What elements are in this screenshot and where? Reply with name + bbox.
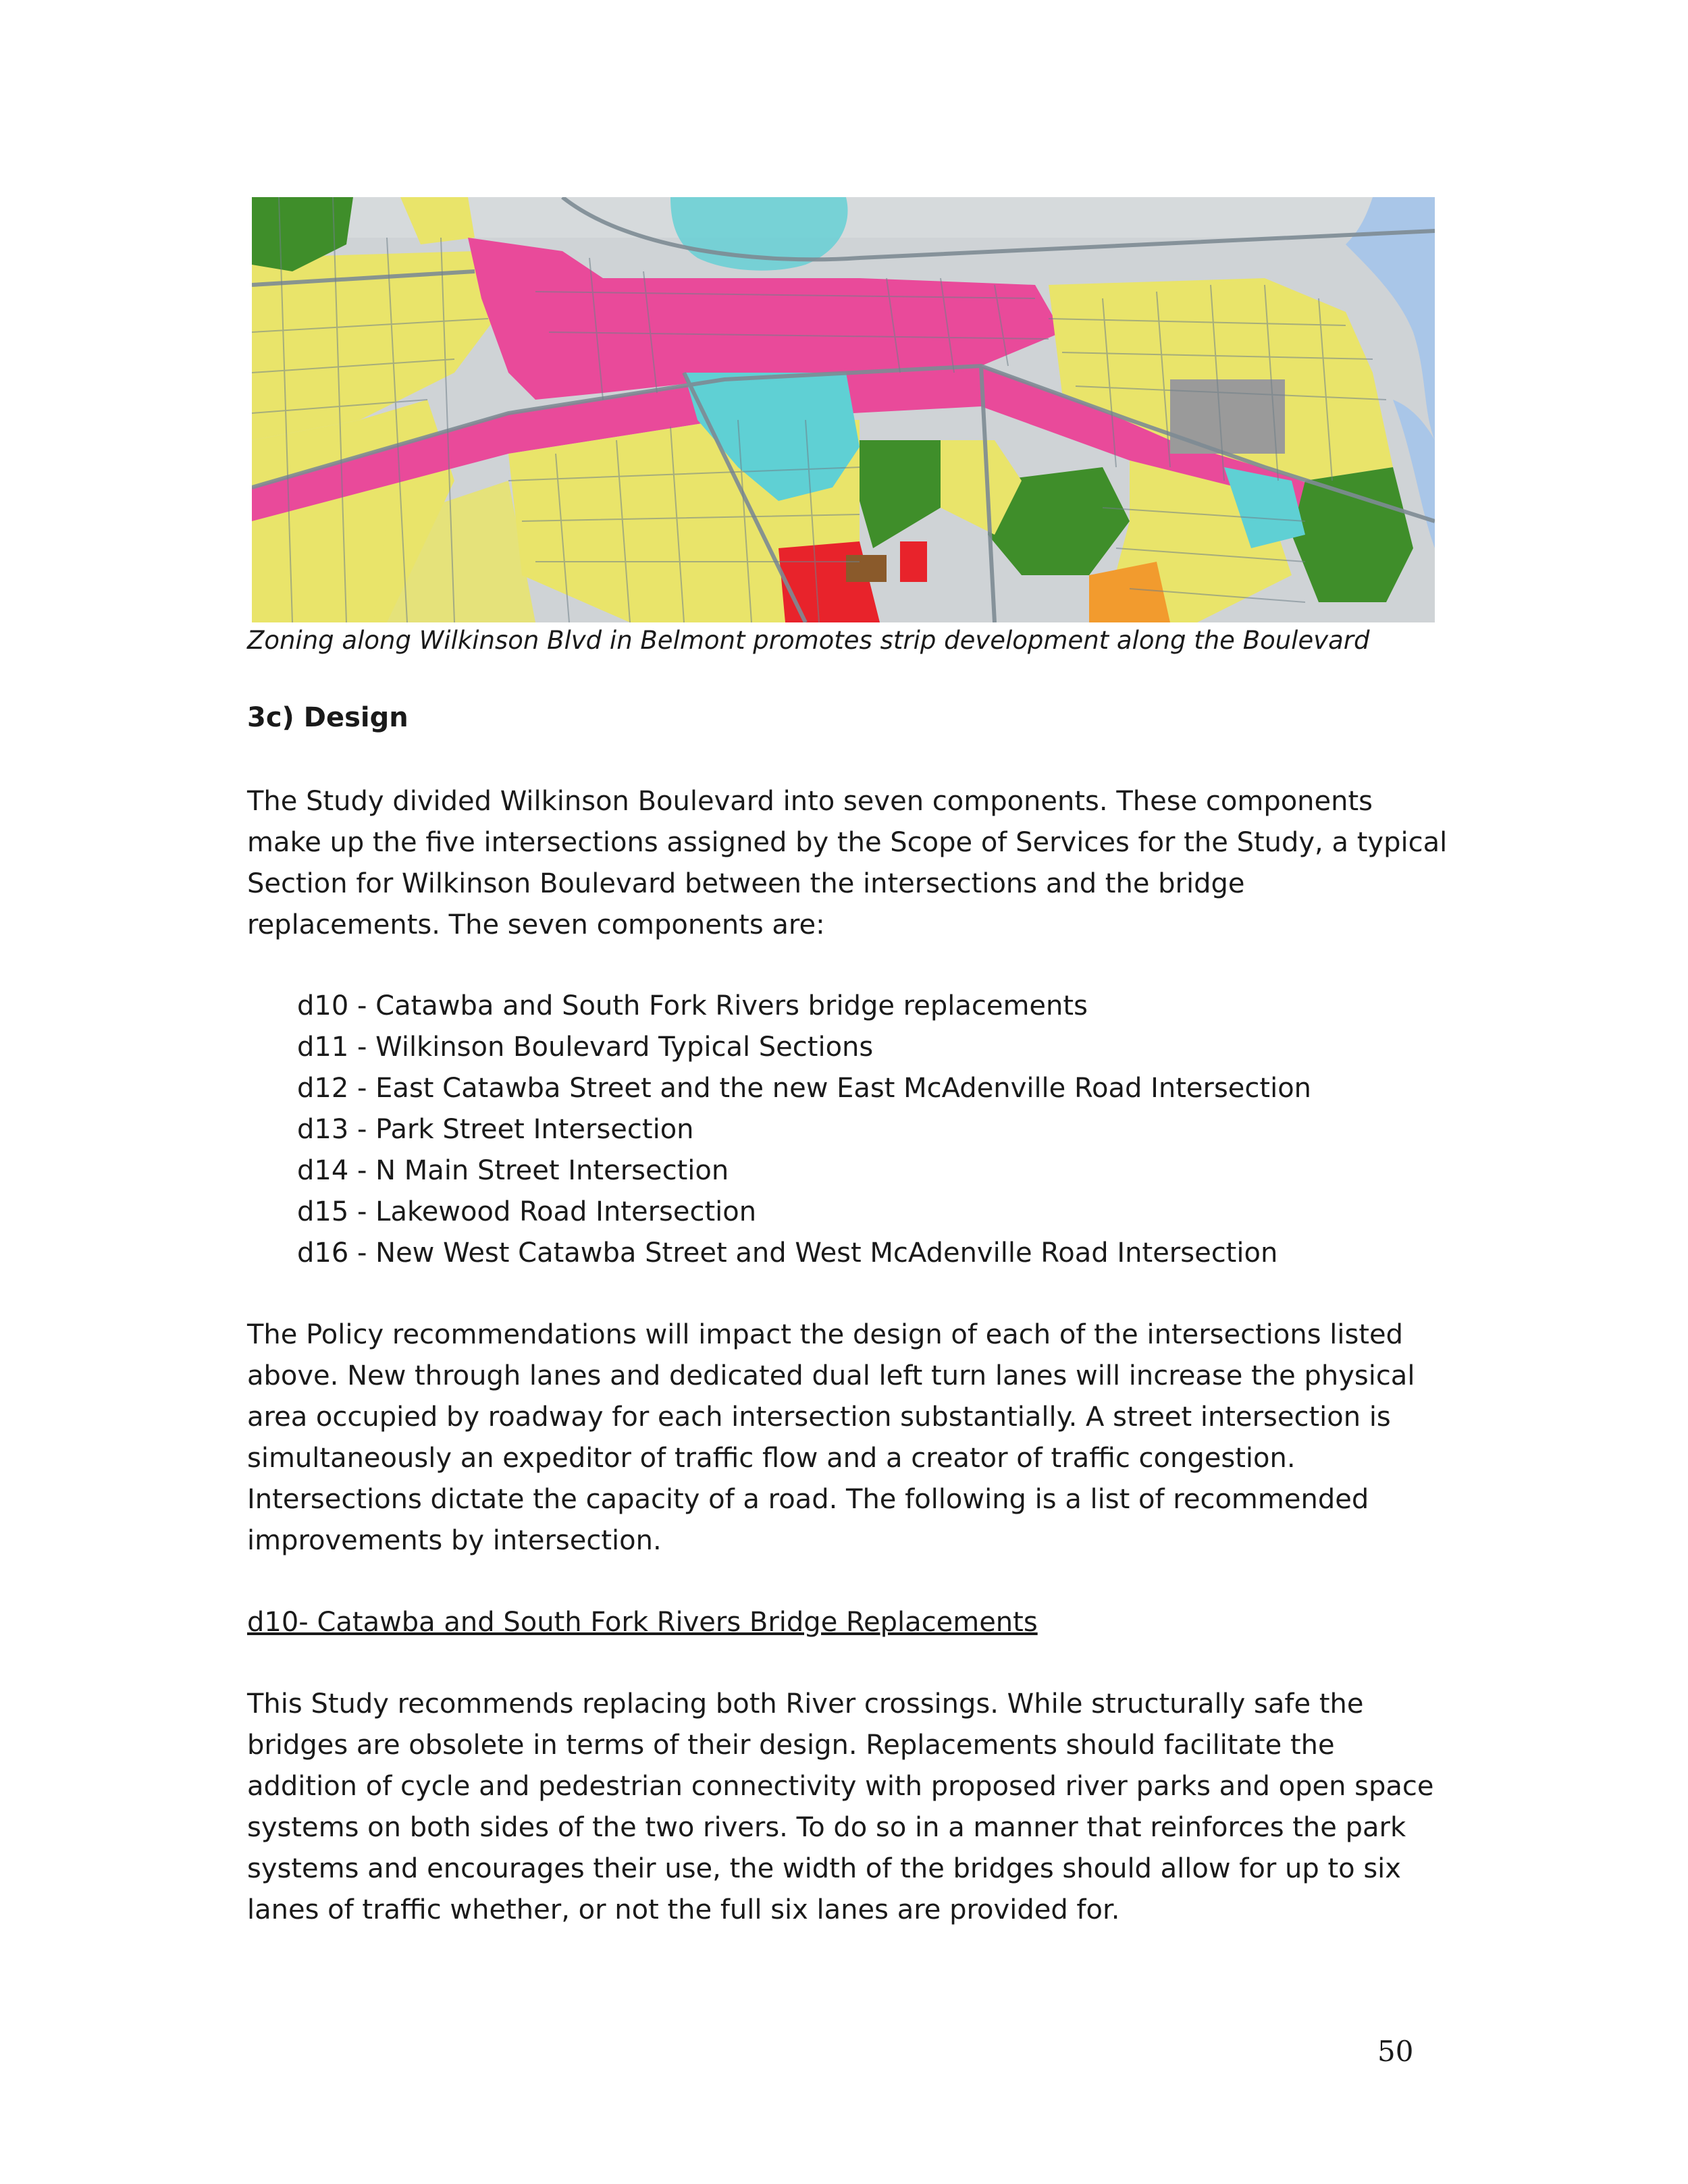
policy-line: The Policy recommendations will impact the design of each of the intersections listed xyxy=(247,1319,1404,1350)
bridge-paragraph xyxy=(247,1684,1434,1931)
intro-paragraph xyxy=(247,781,1447,946)
component-item: d16 - New West Catawba Street and West McAdenville Road Intersection xyxy=(297,1237,1278,1269)
component-item: d14 - N Main Street Intersection xyxy=(297,1155,729,1186)
component-item: d11 - Wilkinson Boulevard Typical Sections xyxy=(297,1032,874,1063)
figure-caption: Zoning along Wilkinson Blvd in Belmont promotes strip development along the Boulevard xyxy=(247,626,1370,655)
component-item: d15 - Lakewood Road Intersection xyxy=(297,1196,757,1227)
policy-line: area occupied by roadway for each intersection substantially. A street intersection is xyxy=(247,1402,1391,1433)
subsection-heading: d10- Catawba and South Fork Rivers Bridge Replacements xyxy=(247,1607,1038,1638)
policy-line: Intersections dictate the capacity of a road. The following is a list of recommended xyxy=(247,1484,1369,1515)
bridge-line: systems on both sides of the two rivers. To do so in a manner that reinforces the park xyxy=(247,1812,1406,1843)
zoning-map xyxy=(252,197,1435,622)
component-item: d10 - Catawba and South Fork Rivers bridge replacements xyxy=(297,990,1088,1021)
intro-line: replacements. The seven components are: xyxy=(247,909,825,940)
components-list xyxy=(297,986,1311,1274)
bridge-line: systems and encourages their use, the width of the bridges should allow for up to six xyxy=(247,1853,1401,1884)
policy-line: improvements by intersection. xyxy=(247,1525,662,1556)
policy-line: above. New through lanes and dedicated dual left turn lanes will increase the physical xyxy=(247,1360,1415,1391)
policy-paragraph xyxy=(247,1314,1415,1562)
component-item: d12 - East Catawba Street and the new East McAdenville Road Intersection xyxy=(297,1073,1312,1104)
component-item: d13 - Park Street Intersection xyxy=(297,1114,694,1145)
bridge-line: bridges are obsolete in terms of their design. Replacements should facilitate the xyxy=(247,1730,1335,1761)
bridge-line: This Study recommends replacing both River crossings. While structurally safe the xyxy=(247,1688,1364,1720)
intro-line: make up the five intersections assigned by the Scope of Services for the Study, a typical xyxy=(247,827,1448,858)
policy-line: simultaneously an expeditor of traffic flow and a creator of traffic congestion. xyxy=(247,1443,1296,1474)
section-heading: 3c) Design xyxy=(247,702,408,733)
intro-line: Section for Wilkinson Boulevard between the intersections and the bridge xyxy=(247,868,1245,899)
page-number: 50 xyxy=(1377,2035,1414,2068)
bridge-line: addition of cycle and pedestrian connectivity with proposed river parks and open space xyxy=(247,1771,1434,1802)
bridge-line: lanes of traffic whether, or not the full six lanes are provided for. xyxy=(247,1894,1120,1925)
intro-line: The Study divided Wilkinson Boulevard into seven components. These components xyxy=(247,786,1373,817)
